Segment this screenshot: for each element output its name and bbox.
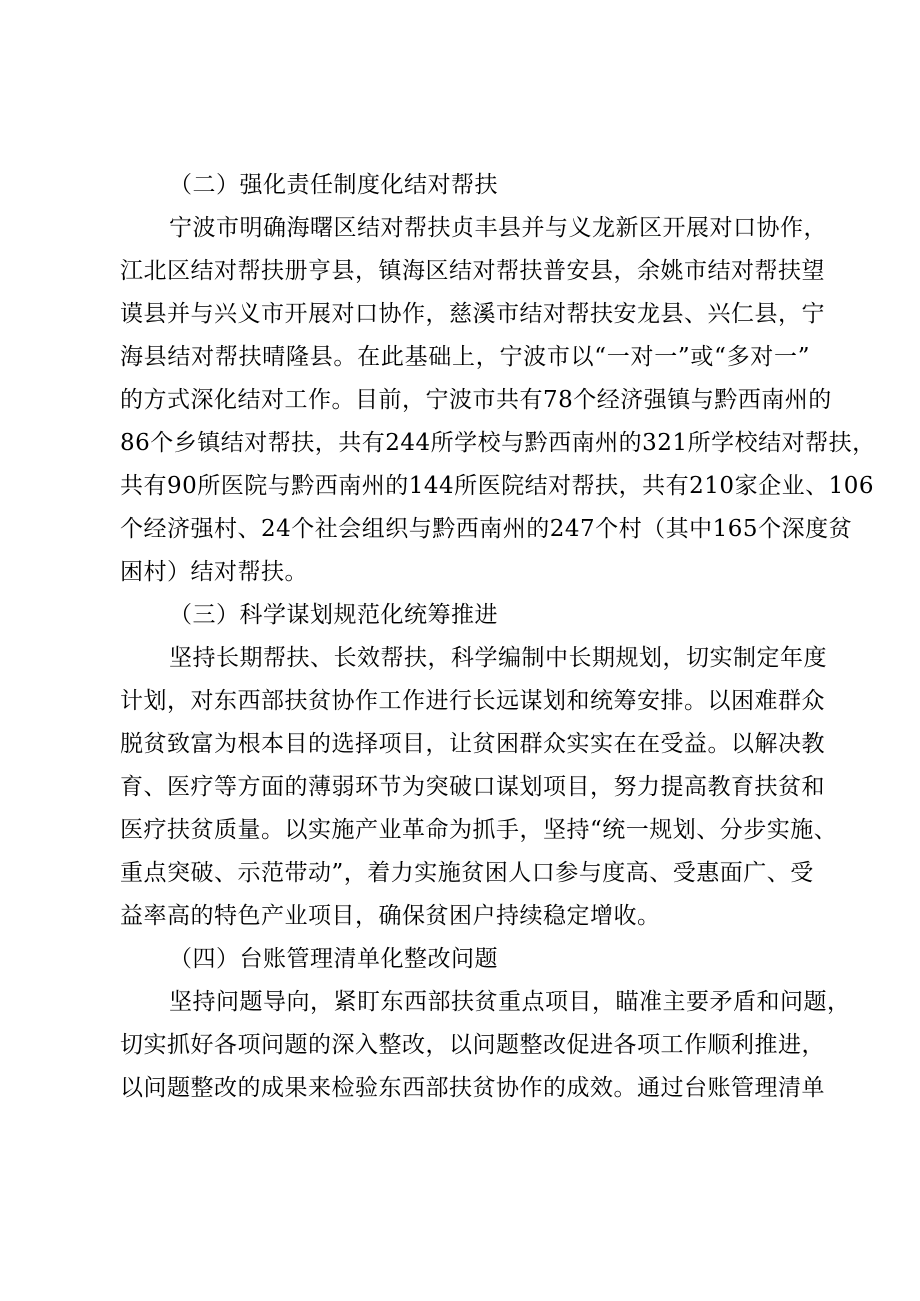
paragraph-line: 育、医疗等方面的薄弱环节为突破口谋划项目，努力提高教育扶贫和	[120, 774, 825, 800]
paragraph-line: 医疗扶贫质量。以实施产业革命为抓手，坚持“统一规划、分步实施、	[120, 817, 838, 843]
paragraph-line: 坚持问题导向，紧盯东西部扶贫重点项目，瞄准主要矛盾和问题，	[169, 989, 851, 1015]
paragraph-line: 益率高的特色产业项目，确保贫困户持续稳定增收。	[120, 903, 661, 929]
paragraph-line: 江北区结对帮扶册亨县，镇海区结对帮扶普安县，余姚市结对帮扶望	[120, 258, 825, 284]
paragraph-line: 86个乡镇结对帮扶，共有244所学校与黔西南州的321所学校结对帮扶，	[120, 430, 876, 456]
paragraph-line: 个经济强村、24个社会组织与黔西南州的247个村（其中165个深度贫	[120, 516, 853, 542]
paragraph-line: 切实抓好各项问题的深入整改，以问题整改促进各项工作顺利推进，	[120, 1032, 825, 1058]
section-heading: （四）台账管理清单化整改问题	[169, 946, 498, 972]
paragraph-line: 脱贫致富为根本目的选择项目，让贫困群众实实在在受益。以解决教	[120, 731, 825, 757]
paragraph-line: 宁波市明确海曙区结对帮扶贞丰县并与义龙新区开展对口协作，	[169, 215, 827, 241]
paragraph-line: 以问题整改的成果来检验东西部扶贫协作的成效。通过台账管理清单	[120, 1075, 825, 1101]
paragraph-line: 坚持长期帮扶、长效帮扶，科学编制中长期规划，切实制定年度	[169, 645, 827, 671]
paragraph-line: 计划，对东西部扶贫协作工作进行长远谋划和统筹安排。以困难群众	[120, 688, 825, 714]
paragraph-line: 谟县并与兴义市开展对口协作，慈溪市结对帮扶安龙县、兴仁县，宁	[120, 301, 825, 327]
section-heading: （二）强化责任制度化结对帮扶	[169, 172, 498, 198]
section-heading: （三）科学谋划规范化统筹推进	[169, 602, 498, 628]
paragraph-line: 共有90所医院与黔西南州的144所医院结对帮扶，共有210家企业、106	[120, 473, 874, 499]
paragraph-line: 海县结对帮扶晴隆县。在此基础上，宁波市以“一对一”或“多对一”	[120, 344, 810, 370]
paragraph-line: 重点突破、示范带动”，着力实施贫困人口参与度高、受惠面广、受	[120, 860, 814, 886]
paragraph-line: 困村）结对帮扶。	[120, 559, 308, 585]
paragraph-line: 的方式深化结对工作。目前，宁波市共有78个经济强镇与黔西南州的	[120, 387, 832, 413]
